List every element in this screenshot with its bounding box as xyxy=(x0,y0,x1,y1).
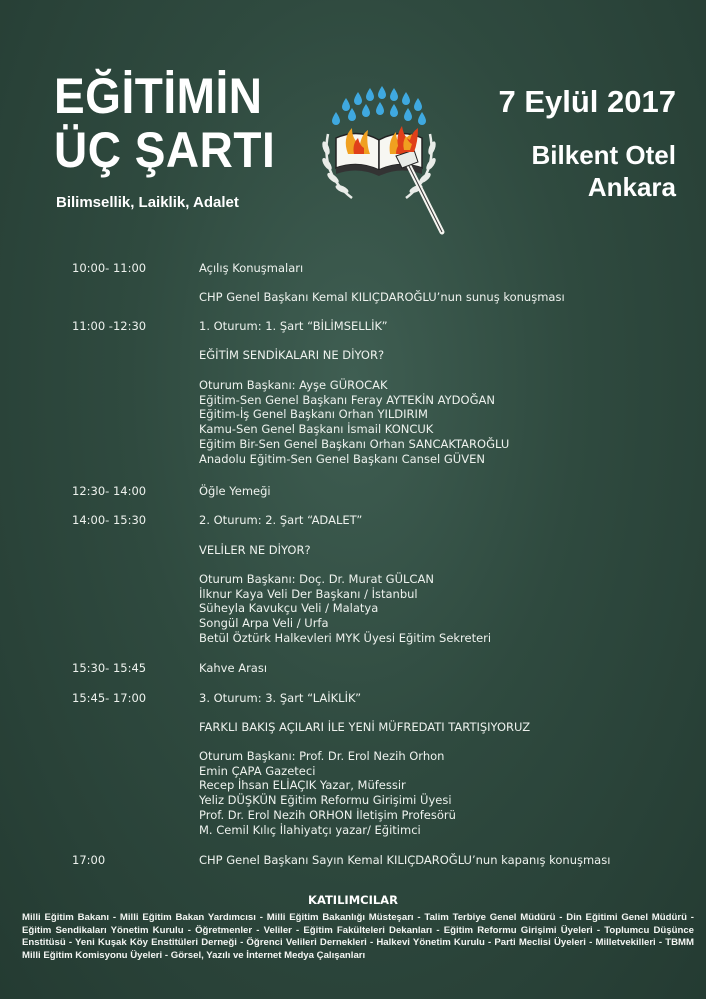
session-6-speakers xyxy=(199,749,456,837)
speaker-line: İlknur Kaya Veli Der Başkanı / İstanbul xyxy=(199,586,418,601)
event-date: 7 Eylül 2017 xyxy=(498,84,676,119)
title-line-1: EĞİTİMİN xyxy=(54,67,263,124)
session-2-title: 1. Oturum: 1. Şart “BİLİMSELLİK” xyxy=(199,319,388,333)
speaker-line: Emin ÇAPA Gazeteci xyxy=(199,763,316,778)
session-5-time: 15:30- 15:45 xyxy=(72,661,147,675)
speaker-line: Betül Öztürk Halkevleri MYK Üyesi Eğitim Sekreteri xyxy=(199,630,492,645)
session-2-subtitle: EĞİTİM SENDİKALARI NE DİYOR? xyxy=(199,348,385,362)
speaker-line: Süheyla Kavukçu Veli / Malatya xyxy=(199,601,379,616)
venue-name: Bilkent Otel xyxy=(531,140,676,170)
session-1-detail: CHP Genel Başkanı Kemal KILIÇDAROĞLU’nun sunuş konuşması xyxy=(199,290,565,304)
session-4-speakers xyxy=(199,572,491,646)
session-4-title: 2. Oturum: 2. Şart “ADALET” xyxy=(199,513,363,527)
session-6-title: 3. Oturum: 3. Şart “LAİKLİK” xyxy=(199,691,362,705)
speaker-line: Songül Arpa Veli / Urfa xyxy=(199,616,329,631)
speaker-line: Oturum Başkanı: Doç. Dr. Murat GÜLCAN xyxy=(199,572,434,586)
participants-list: Milli Eğitim Bakanı - Milli Eğitim Bakan Yardımcısı - Milli Eğitim Bakanlığı Müsteşarı - Talim Terbiye Genel Müdürü - Din Eğitimi Genel Müdürü - Eğitim Sendikaları Yönetim Kurulu - Öğretmenler - Veliler - Eğitim Fakülteleri Dekanları - Eğitim Reformu Girişimi Üyeleri - Toplumcu Düşünce Enstitüsü - Yeni Kuşak Köy Enstitüleri Derneği - Öğrenci Velileri Dernekleri - Halkevi Yönetim Kurulu - Parti Meclisi Üyeleri - Milletvekilleri - TBMM Milli Eğitim Komisyonu Üyeleri - Görsel, Yazılı ve İnternet Medya Çalışanları xyxy=(22,912,694,961)
session-7-time: 17:00 xyxy=(72,853,106,867)
speaker-line: Kamu-Sen Genel Başkanı İsmail KONCUK xyxy=(199,422,434,437)
title-line-2: ÜÇ ŞARTI xyxy=(54,121,276,178)
session-2-speakers xyxy=(199,378,509,466)
speaker-line: Recep İhsan ELİAÇIK Yazar, Müfessir xyxy=(199,778,406,793)
subtitle: Bilimsellik, Laiklik, Adalet xyxy=(56,194,239,211)
water-drops-icon xyxy=(332,86,426,125)
participants-title: KATILIMCILAR xyxy=(308,893,398,907)
book-torch-laurel-emblem-icon xyxy=(306,64,452,240)
session-1-time: 10:00- 11:00 xyxy=(72,261,147,275)
speaker-line: Oturum Başkanı: Prof. Dr. Erol Nezih Orhon xyxy=(199,749,445,763)
speaker-line: Eğitim-Sen Genel Başkanı Feray AYTEKİN AYDOĞAN xyxy=(199,392,495,407)
session-2-time: 11:00 -12:30 xyxy=(72,319,147,333)
session-4-time: 14:00- 15:30 xyxy=(72,513,147,527)
speaker-line: Yeliz DÜŞKÜN Eğitim Reformu Girişimi Üyesi xyxy=(199,793,452,808)
session-5-title: Kahve Arası xyxy=(199,661,268,675)
speaker-line: Prof. Dr. Erol Nezih ORHON İletişim Profesörü xyxy=(199,807,456,822)
speaker-line: M. Cemil Kılıç İlahiyatçı yazar/ Eğitimci xyxy=(199,822,421,837)
speaker-line: Eğitim Bir-Sen Genel Başkanı Orhan SANCAKTAROĞLU xyxy=(199,436,510,451)
venue-city: Ankara xyxy=(587,172,676,202)
session-1-title: Açılış Konuşmaları xyxy=(199,261,304,275)
session-6-subtitle: FARKLI BAKIŞ AÇILARI İLE YENİ MÜFREDATI TARTIŞIYORUZ xyxy=(199,720,531,734)
session-4-subtitle: VELİLER NE DİYOR? xyxy=(199,543,311,557)
session-3-time: 12:30- 14:00 xyxy=(72,484,147,498)
session-7-title: CHP Genel Başkanı Sayın Kemal KILIÇDAROĞLU’nun kapanış konuşması xyxy=(199,853,611,867)
speaker-line: Eğitim-İş Genel Başkanı Orhan YILDIRIM xyxy=(199,407,428,422)
session-3-title: Öğle Yemeği xyxy=(199,484,271,498)
speaker-line: Oturum Başkanı: Ayşe GÜROCAK xyxy=(199,378,388,392)
session-6-time: 15:45- 17:00 xyxy=(72,691,147,705)
speaker-line: Anadolu Eğitim-Sen Genel Başkanı Cansel GÜVEN xyxy=(199,451,485,466)
